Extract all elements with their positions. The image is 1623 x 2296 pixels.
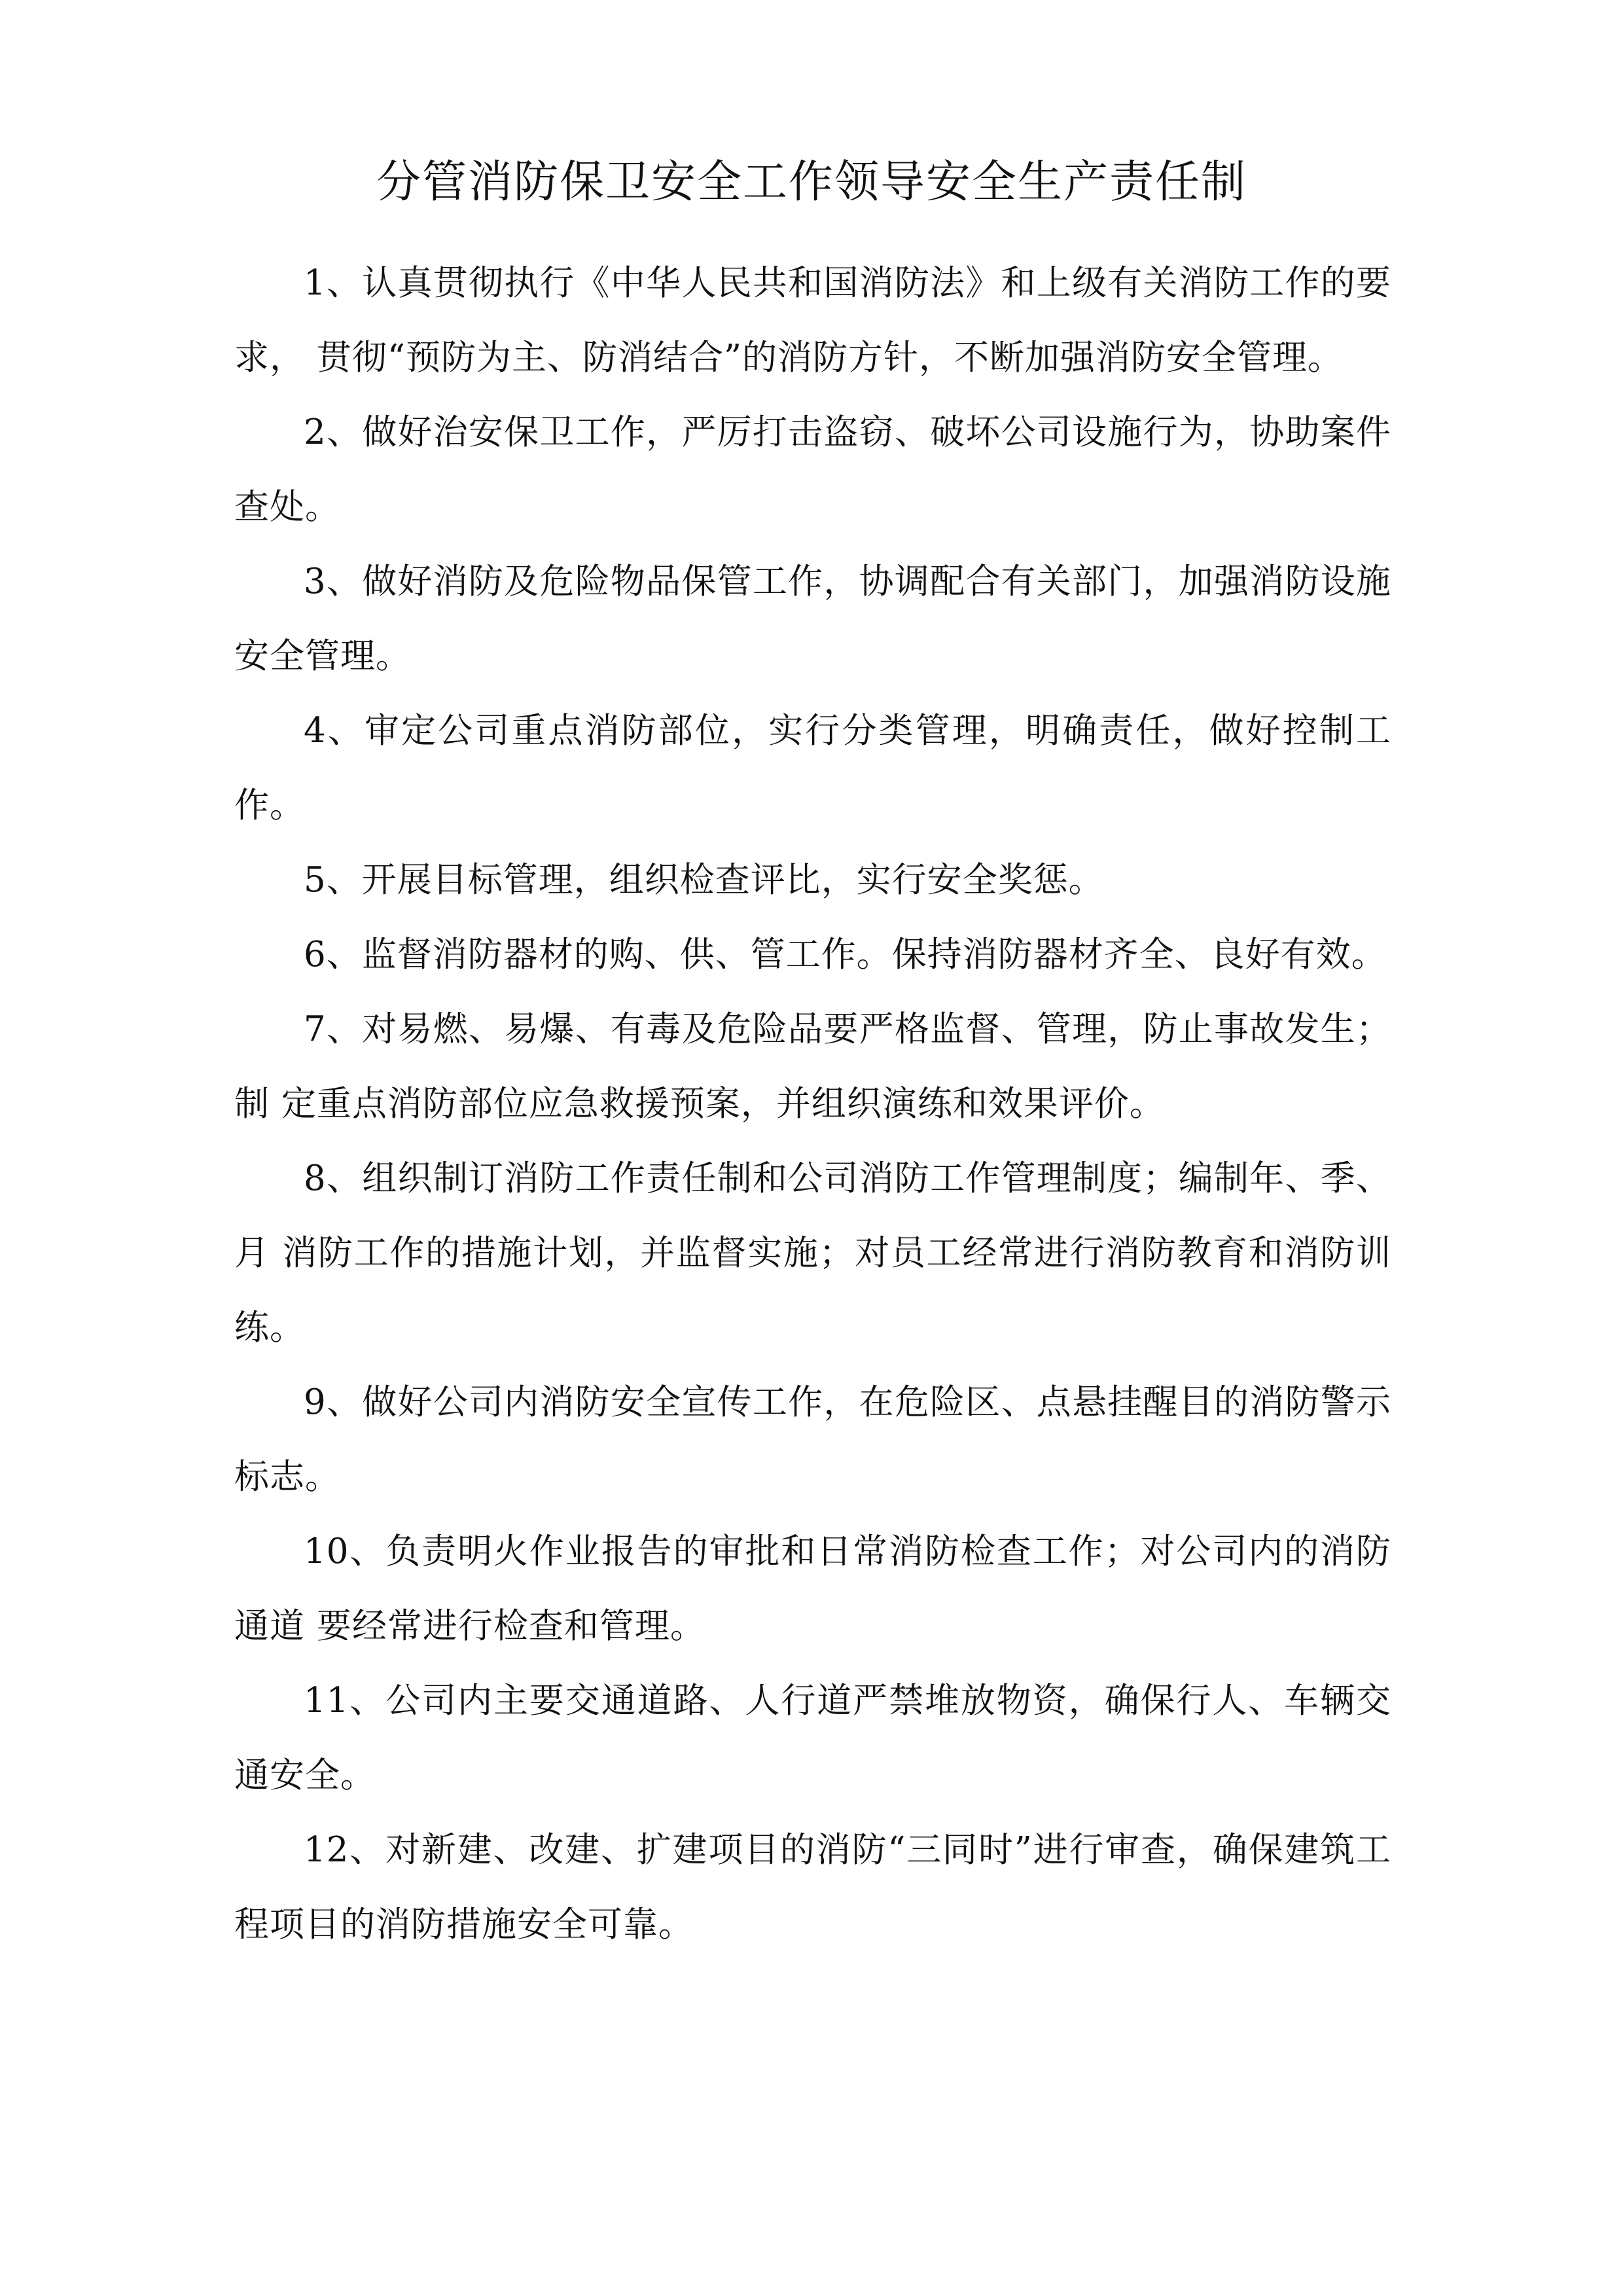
clause-10: 10、负责明火作业报告的审批和日常消防检查工作；对公司内的消防通道 要经常进行检查和管理。 [234, 1532, 1391, 1646]
clause-3: 3、做好消防及危险物品保管工作，协调配合有关部门，加强消防设施安全管理。 [234, 562, 1391, 676]
clause-12: 12、对新建、改建、扩建项目的消防“三同时”进行审查，确保建筑工程项目的消防措施安全可靠。 [234, 1830, 1391, 1945]
document-body [234, 246, 1391, 1962]
clause-2: 2、做好治安保卫工作，严厉打击盗窃、破坏公司设施行为，协助案件查处。 [234, 412, 1391, 527]
clause-9: 9、做好公司内消防安全宣传工作，在危险区、点悬挂醒目的消防警示标志。 [234, 1382, 1391, 1497]
clause-4: 4、审定公司重点消防部位，实行分类管理，明确责任，做好控制工作。 [234, 711, 1391, 825]
clause-8: 8、组织制订消防工作责任制和公司消防工作管理制度；编制年、季、月 消防工作的措施计划，并监督实施；对员工经常进行消防教育和消防训练。 [234, 1158, 1391, 1348]
clause-11: 11、公司内主要交通道路、人行道严禁堆放物资，确保行人、车辆交通安全。 [234, 1681, 1391, 1795]
clause-5: 5、开展目标管理，组织检查评比，实行安全奖惩。 [304, 860, 1104, 900]
clause-6: 6、监督消防器材的购、供、管工作。保持消防器材齐全、良好有效。 [304, 935, 1387, 975]
clause-1: 1、认真贯彻执行《中华人民共和国消防法》和上级有关消防工作的要求， 贯彻“预防为主、防消结合”的消防方针，不断加强消防安全管理。 [234, 263, 1391, 378]
document-title: 分管消防保卫安全工作领导安全生产责任制 [376, 156, 1247, 208]
clause-7: 7、对易燃、易爆、有毒及危险品要严格监督、管理，防止事故发生；制 定重点消防部位应急救援预案，并组织演练和效果评价。 [234, 1009, 1391, 1124]
